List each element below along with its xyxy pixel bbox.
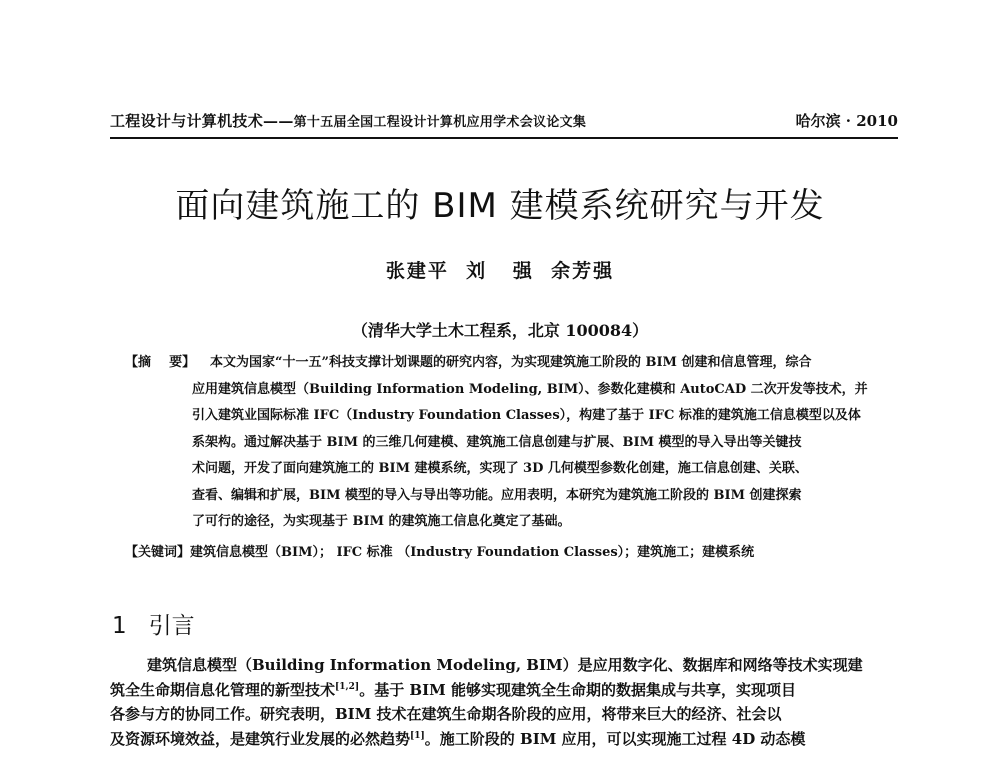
abstract-line: 系架构。通过解决基于 BIM 的三维几何建模、建筑施工信息创建与扩展、BIM 模型的导入导出等关键技 xyxy=(192,434,802,450)
body-text: 。施工阶段的 BIM 应用，可以实现施工过程 4D 动态模 xyxy=(424,729,806,748)
abstract-line: 引入建筑业国际标准 IFC（Industry Foundation Classes），构建了基于 IFC 标准的建筑施工信息模型以及体 xyxy=(192,408,861,423)
body-line xyxy=(110,702,782,727)
location-year: 哈尔滨 · 2010 xyxy=(795,112,898,130)
body-text: 及资源环境效益，是建筑行业发展的必然趋势 xyxy=(110,729,411,748)
journal-name: 工程设计与计算机技术 xyxy=(110,112,264,130)
citation: [1] xyxy=(410,730,425,741)
section-heading: 1 引言 xyxy=(112,613,195,639)
keywords xyxy=(125,541,754,560)
body-line xyxy=(147,653,863,678)
citation: [1,2] xyxy=(335,681,360,692)
abstract-line: 本文为国家“十一五”科技支撑计划课题的研究内容，为实现建筑施工阶段的 BIM 创建和信息管理，综合 xyxy=(210,355,812,370)
abstract-line: 了可行的途径，为实现基于 BIM 的建筑施工信息化奠定了基础。 xyxy=(192,514,571,529)
paper-authors: 张建平 刘 强 余芳强 xyxy=(385,260,615,282)
running-header xyxy=(110,110,898,132)
journal-header xyxy=(110,110,586,131)
keywords-text: 建筑信息模型（BIM）； IFC 标准 （Industry Foundation Classes）；建筑施工；建模系统 xyxy=(190,545,755,560)
keywords-label: 【关键词】 xyxy=(125,545,191,560)
header-rule xyxy=(110,137,898,139)
paper-affiliation: （清华大学土木工程系，北京 100084） xyxy=(351,321,649,340)
body-line xyxy=(110,727,805,752)
body-text: 各参与方的协同工作。研究表明，BIM 技术在建筑生命期各阶段的应用，将带来巨大的经济、社会以 xyxy=(110,705,782,723)
body-text: 。基于 BIM 能够实现建筑全生命期的数据集成与共享，实现项目 xyxy=(359,680,796,699)
abstract-line: 应用建筑信息模型（Building Information Modeling, BIM）、参数化建模和 AutoCAD 二次开发等技术，并 xyxy=(192,381,868,397)
abstract-line: 术问题，开发了面向建筑施工的 BIM 建模系统，实现了 3D 几何模型参数化创建，施工信息创建、关联、 xyxy=(192,461,808,476)
header-dash: —— xyxy=(263,112,294,130)
abstract-label: 【摘 要】 xyxy=(125,355,196,370)
abstract-line: 查看、编辑和扩展，BIM 模型的导入与导出等功能。应用表明，本研究为建筑施工阶段的 BIM 创建探索 xyxy=(192,487,802,503)
paper-title: 面向建筑施工的 BIM 建模系统研究与开发 xyxy=(175,186,825,226)
body-text: 筑全生命期信息化管理的新型技术 xyxy=(110,680,336,699)
body-line xyxy=(110,678,796,703)
proceedings-name: 第十五届全国工程设计计算机应用学术会议论文集 xyxy=(293,115,587,130)
body-text: 建筑信息模型（Building Information Modeling, BIM）是应用数字化、数据库和网络等技术实现建 xyxy=(147,656,863,674)
